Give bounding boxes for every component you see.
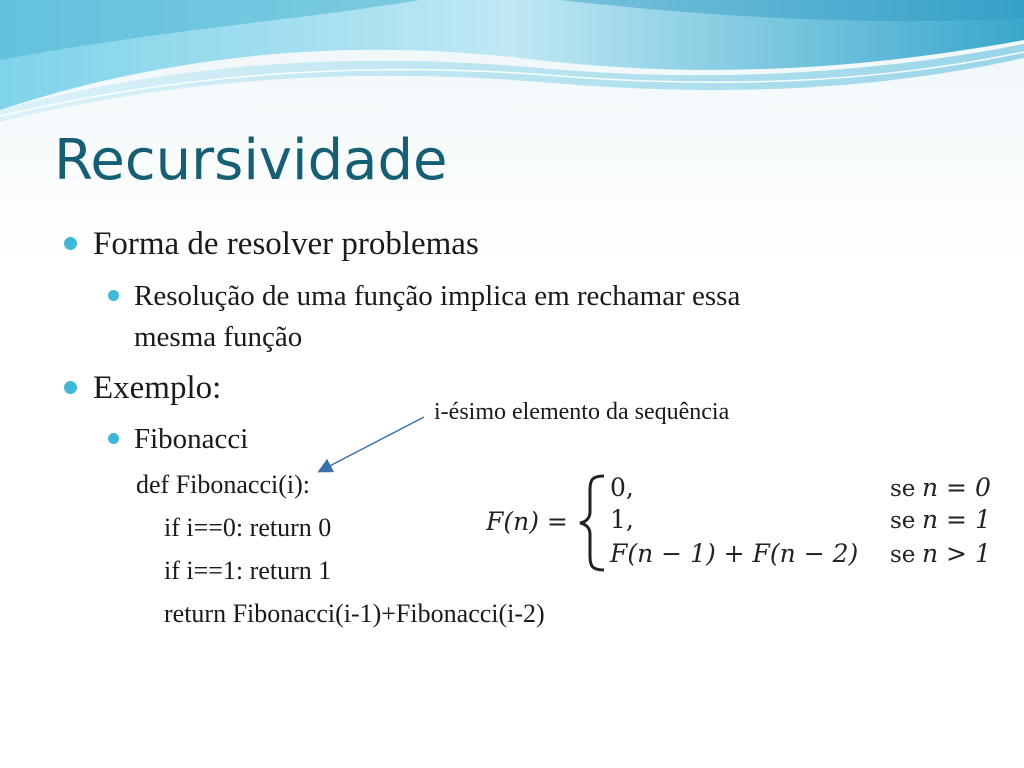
bullet-dot — [64, 381, 77, 394]
bullet-forma: Forma de resolver problemas — [93, 226, 479, 262]
formula-brace — [580, 476, 604, 570]
formula-case1-se: se — [890, 476, 916, 502]
sub-bullet-dot — [108, 290, 119, 301]
sub-bullet-resolucao-line1: Resolução de uma função implica em rechamar essa — [134, 280, 741, 312]
formula-case2-se: se — [890, 508, 916, 534]
header-wave-decoration — [0, 0, 1024, 130]
code-line-return: return Fibonacci(i-1)+Fibonacci(i-2) — [164, 599, 545, 628]
formula-case2-cond: n = 1 — [922, 505, 991, 534]
annotation-text: i-ésimo elemento da sequência — [434, 399, 730, 425]
code-line-if0: if i==0: return 0 — [164, 513, 332, 542]
formula-case3-se: se — [890, 542, 916, 568]
formula-case1-cond: n = 0 — [922, 473, 991, 502]
sub-bullet-resolucao-line2: mesma função — [134, 321, 303, 353]
formula-case2-expr: 1, — [610, 505, 634, 534]
formula-case1-expr: 0, — [610, 473, 634, 502]
sub-bullet-fibonacci: Fibonacci — [134, 423, 249, 455]
sub-bullet-dot — [108, 433, 119, 444]
code-line-if1: if i==1: return 1 — [164, 556, 332, 585]
formula-lhs: F(n) = — [486, 507, 568, 536]
formula-case3-expr: F(n − 1) + F(n − 2) — [610, 539, 859, 568]
bullet-dot — [64, 237, 77, 250]
slide-title: Recursividade — [54, 128, 448, 193]
bullet-exemplo: Exemplo: — [93, 370, 222, 406]
code-line-def: def Fibonacci(i): — [136, 470, 310, 499]
formula-case3-cond: n > 1 — [922, 539, 991, 568]
fibonacci-formula — [486, 466, 1006, 578]
